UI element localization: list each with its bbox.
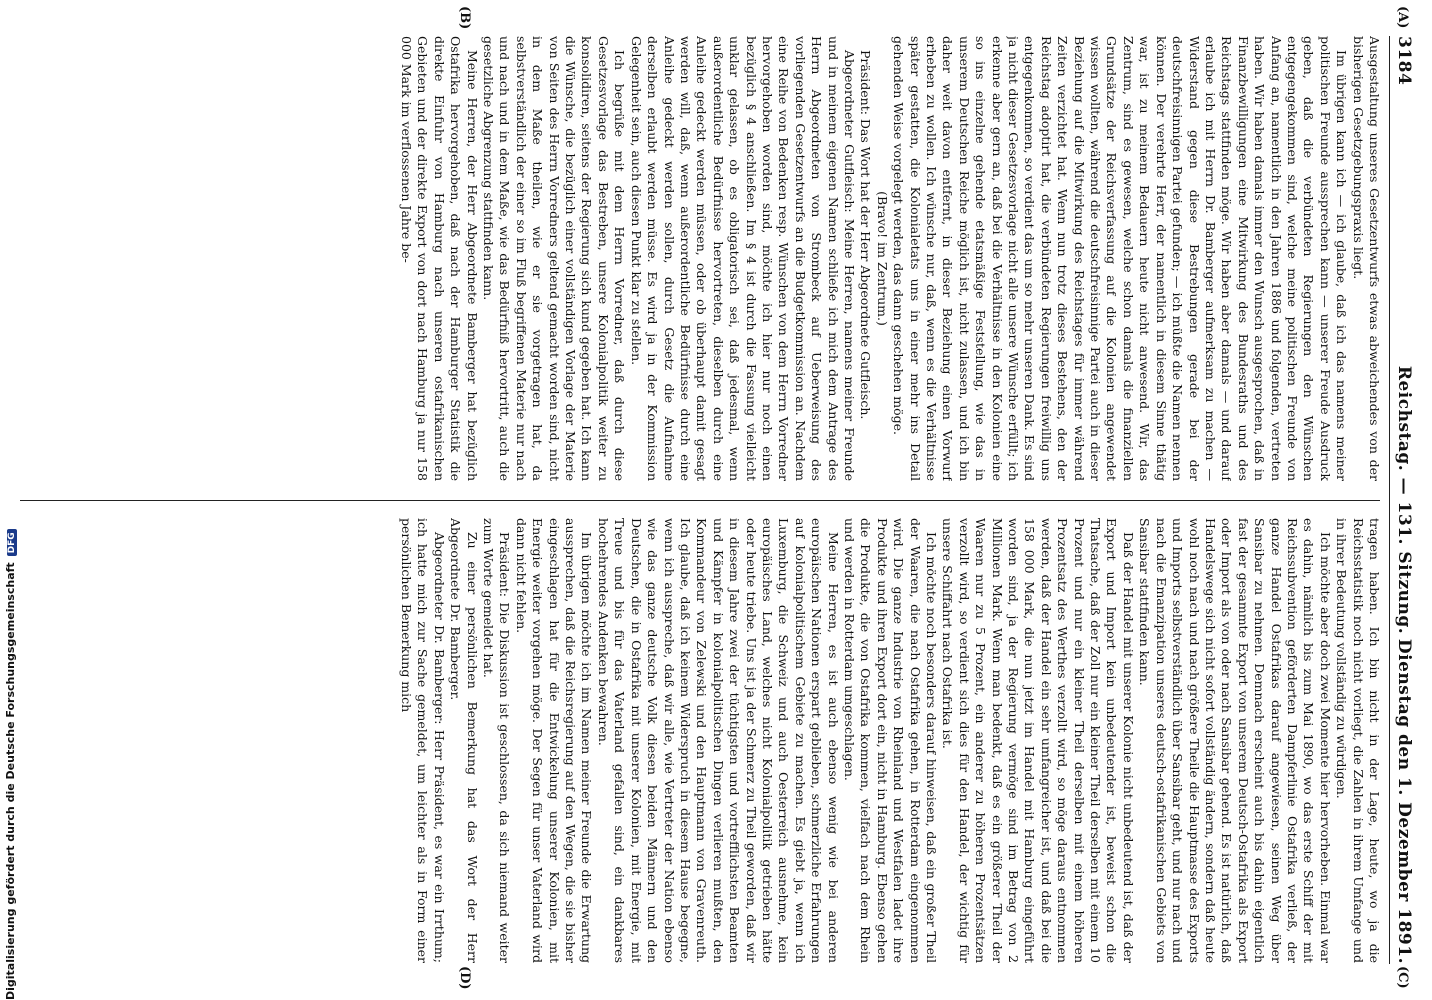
margin-marker-d: (D) xyxy=(457,966,472,990)
paragraph: Ich möchte noch besonders darauf hinweisen, daß ein großer Theil der Waaren, die nach Ostafrika gehen, in Rotterdam eingenommen wird. Die ganze Industrie von Rheinland und Westfalen ladet ihre Produkte und ihren Export dort ein, nicht in Hamburg. Ebenso gehen die Produkte, die von Ostafrika kommen, vielfach nach dem Rhein und werden in Rotterdam umgeschlagen. xyxy=(842,518,940,963)
paragraph: Daß der Handel mit unserer Kolonie nicht unbedeutend ist, daß der Export und Import kein unbedeutender ist, beweist schon die Thatsache, daß der Zoll nur ein kleiner Theil derselben mit einem 10 Prozent und nur ein kleiner Theil derselben mit einem höheren Prozentsatz des Werthes verzollt wird, so möge daraus entnommen werden, daß der Handel ein sehr umfangreicher ist, und daß bei die 158 000 Mark, die nun jetzt im Handel mit Hamburg eingeführt worden sind, ja der Regierung vermöge sind im Betrag von 2 Millionen Mark. Wenn man bedenkt, daß es ein größerer Theil der Waaren nur zu 5 Prozent, ein anderer zu höheren Prozentsätzen verzollt wird, so verdient sich dies für den Handel, der wichtig für unsere Schiffahrt nach Ostafrika ist. xyxy=(940,518,1136,963)
digitization-note: Digitalisierung gefördert durch die Deutsche Forschungsgemeinschaft xyxy=(4,562,17,1000)
speaker-paragraph: Präsident: Die Diskussion ist geschlossen, da sich niemand weiter zum Worte gemeldet hat. xyxy=(481,518,513,963)
paragraph: Meine Herren, es ist auch ebenso wenig wie bei anderen europäischen Nationen erspart geblieben, schmerzliche Erfahrungen auf kolonialpolitischem Gebiete zu machen. Es giebt ja, wenn ich Luxemburg, die Schweiz und auch Oesterreich ausnehme, kein europäisches Land, welches nicht Kolonialpolitik getrieben hätte oder heute triebe. Uns ist ja der Schmerz zu Theil geworden, daß wir in diesem Jahre zwei der tüchtigsten und vortrefflichsten Beamten und Kämpfer in kolonialpolitischen Dingen verlieren mußten, den Kommandeur von Zelewski und den Hauptmann von Gravenreuth. Ich glaube, daß ich keinem Widerspruch in diesem Hause begegne, wenn ich ausspreche, daß wir alle, wie Vertreter der Nation ebenso wie das ganze deutsche Volk diesen beiden Männern und den Deutschen, die in Ostafrika mit unserer Kolonien, mit Energie, mit Treue und bis für das Vaterland gefallen sind, ein dankbares hochehrendes Andenken bewahren. xyxy=(595,518,841,963)
paragraph: Im übrigen möchte ich im Namen meiner Freunde die Erwartung aussprechen, daß die Reichsregierung auf den Wegen, die sie bisher eingeschlagen hat für die Entwickelung unserer Kolonien, mit Energie weiter vorgehen möge. Der Segen für unser Vaterland wird dann nicht fehlen. xyxy=(513,518,595,963)
paragraph: Im übrigen kann ich — ich glaube, daß ich das namens meiner politischen Freunde aussprechen kann — unserer Freude Ausdruck geben, daß die verbündeten Regierungen den Wünschen entgegengekommen sind, welche meine politischen Freunde von Anfang an, namentlich in den Jahren 1886 und folgenden, vertreten haben. Wir haben damals immer den Wunsch ausgesprochen, daß in Finanzbewilligungen eine Mitwirkung des Bundesraths und des Reichstags stattfinden möge. Wir haben aber damals — und darauf erlaube ich mit Herrn Dr. Bamberger aufmerksam zu machen — Widerstand gegen diese Bestrebungen gerade bei der deutschfreisinnigen Partei gefunden; — ich müßte die Namen nennen können. Der verehrte Herr, der namentlich in diesem Sinne thätig war, ist zu meinem Bedauern heute nicht anwesend. Wir, das Zentrum, sind es gewesen, welche schon damals die finanziellen Grundsätze der Reichsverfassung auf die Kolonien angewendet wissen wollten, während die deutschfreisinnige Partei auch in dieser Beziehung auf die Mitwirkung des Reichstages für immer während Zeiten verzichtet hat. Wenn nun trotz dieses Bestehens, den der Reichstag adoptirt hat, die verbündeten Regierungen freiwillig uns entgegenkommen, so verdient das um so mehr unseren Dank. Es sind ja nicht dieser Gesetzesvorlage nicht alle unsere Wünsche erfüllt; ich erkenne aber gern an, daß bei die Verhältnisse in den Kolonien eine so ins einzelne gehende etatsmäßige Feststellung, wie das in unserem Deutschen Reiche möglich ist, nicht zulassen, und ich bin daher weit davon entfernt, in dieser Beziehung einen Vorwurf erheben zu wollen. Ich wünsche nur, daß, wenn es die Verhältnisse später gestatten, die Kolonialetats uns in einer mehr ins Detail gehenden Weise vorgelegt werden, das dann geschehen möge. xyxy=(891,36,1350,481)
margin-marker-c: (C) xyxy=(1395,966,1410,989)
digitization-footer xyxy=(0,0,18,1000)
paragraph: Meine Herren, der Herr Abgeordnete Bamberger hat bezüglich Ostafrika hervorgehoben, daß nach der Hamburger Statistik die direkte Einfuhr von Hamburg nach unseren ostafrikanischen Gebieten und der direkte Export von dort nach Hamburg ja nur 158 000 Mark im verflossenen Jahre be- xyxy=(399,36,480,481)
session-date: Dienstag den 1. Dezember 1891. xyxy=(1394,638,1414,964)
margin-marker-b: (B) xyxy=(457,6,472,30)
page-number: 3184 xyxy=(1394,36,1414,86)
digitization-note-container xyxy=(4,0,17,1000)
applause-note: (Bravo! im Zentrum.) xyxy=(874,191,890,326)
page-header xyxy=(1389,36,1414,964)
column-divider xyxy=(20,500,1380,501)
dfg-logo: DFG xyxy=(7,529,17,556)
session-title: Reichstag. — 131. Sitzung. xyxy=(1394,365,1414,635)
paragraph: Zu einer persönlichen Bemerkung hat das Wort der Herr Abgeordnete Dr. Bamberger. xyxy=(448,518,480,963)
speaker-paragraph: Präsident: Das Wort hat der Herr Abgeordnete Gutfleisch. xyxy=(858,50,874,420)
left-column xyxy=(32,36,1382,481)
paragraph: Ich möchte aber doch zwei Momente hier hervorheben. Einmal war es dahin, nämlich bis zum Mai 1890, wo das erste Schiff der mit Reichssubvention geförderten Dampferlinie Ostafrika verließ, der ganze Handel Ostafrikas darauf angewiesen, seinen Weg über Sansibar zu nehmen. Demnach erscheint auch bis dahin eigentlich fast der gesammte Export von unserem Deutsch-Ostafrika als Export oder Import als von oder nach Sansibar gehend. Es ist natürlich, daß Handelswege sich nicht sofort vollständig ändern, sondern daß heute wohl noch nach und nach größere Theile die Hauptmasse des Exports und Imports selbstverständlich über Sansibar geht, und nur nach und nach die Emanzipation unseres deutsch-ostafrikanischen Gebiets von Sansibar stattfinden kann. xyxy=(1137,518,1333,963)
paragraph: tragen haben. Ich bin nicht in der Lage, heute, wo ja die Reichsstatistik noch nicht vorliegt, die Zahlen in ihrem Umfange und in ihrer Bedeutung vollständig zu würdigen. xyxy=(1334,518,1382,963)
paragraph: Ausgestaltung unseres Gesetzentwurfs etwas abweichendes von der bisherigen Gesetzgebungspraxis liegt. xyxy=(1350,36,1382,481)
right-column xyxy=(32,518,1382,963)
speaker-paragraph: Abgeordneter Dr. Bamberger: Herr Präsident, es war ein Irrthum; ich hatte mich zur Sache gemeldet, um leichter als in Form einer persönlichen Bemerkung mich xyxy=(399,518,447,963)
margin-marker-a: (A) xyxy=(1395,6,1410,29)
speaker-paragraph: Abgeordneter Gutfleisch: Meine Herren, namens meiner Freunde und in meinem eigenen Namen schließe ich mich dem Antrage des Herrn Abgeordneten von Strombeck auf Ueberweisung des vorliegenden Gesetzentwurfs an die Budgetkommission an. Nachdem eine Reihe von Bedenken resp. Wünschen von dem Herrn Vorredner hervorgehoben worden sind, möchte ich hier nur noch einen bezüglich § 4 anschließen. Im § 4 ist durch die Fassung vielleicht unklar gelassen, ob es obligatorisch sei, daß jedesmal, wenn außerordentliche Bedürfnisse hervortreten, dieselben durch eine Anleihe gedeckt werden müssen, oder ob überhaupt damit gesagt werden will, daß, wenn außerordentliche Bedürfnisse durch eine Anleihe gedeckt werden sollen, durch Gesetz die Aufnahme derselben erlaubt werden müsse. Es wird ja in der Kommission Gelegenheit sein, auch diesen Punkt klar zu stellen. xyxy=(628,36,857,481)
paragraph: Ich begrüße mit dem Herrn Vorredner, daß durch diese Gesetzesvorlage das Bestreben, unsere Kolonialpolitik weiter zu konsolidiren, seitens der Regierung sich kund gegeben hat. Ich kann die Wünsche, die bezüglich einer vollständigen Vorlage der Materie von Seiten des Herrn Vorredners geltend gemacht worden sind, nicht in dem Maße theilen, wie er sie vorgetragen hat, da selbstverständlich der einer so im Fluß begriffenen Materie nur nach und nach und in dem Maße, wie das Bedürfniß hervortritt, auch die gesetzliche Abgrenzung stattfinden kann. xyxy=(481,36,628,481)
